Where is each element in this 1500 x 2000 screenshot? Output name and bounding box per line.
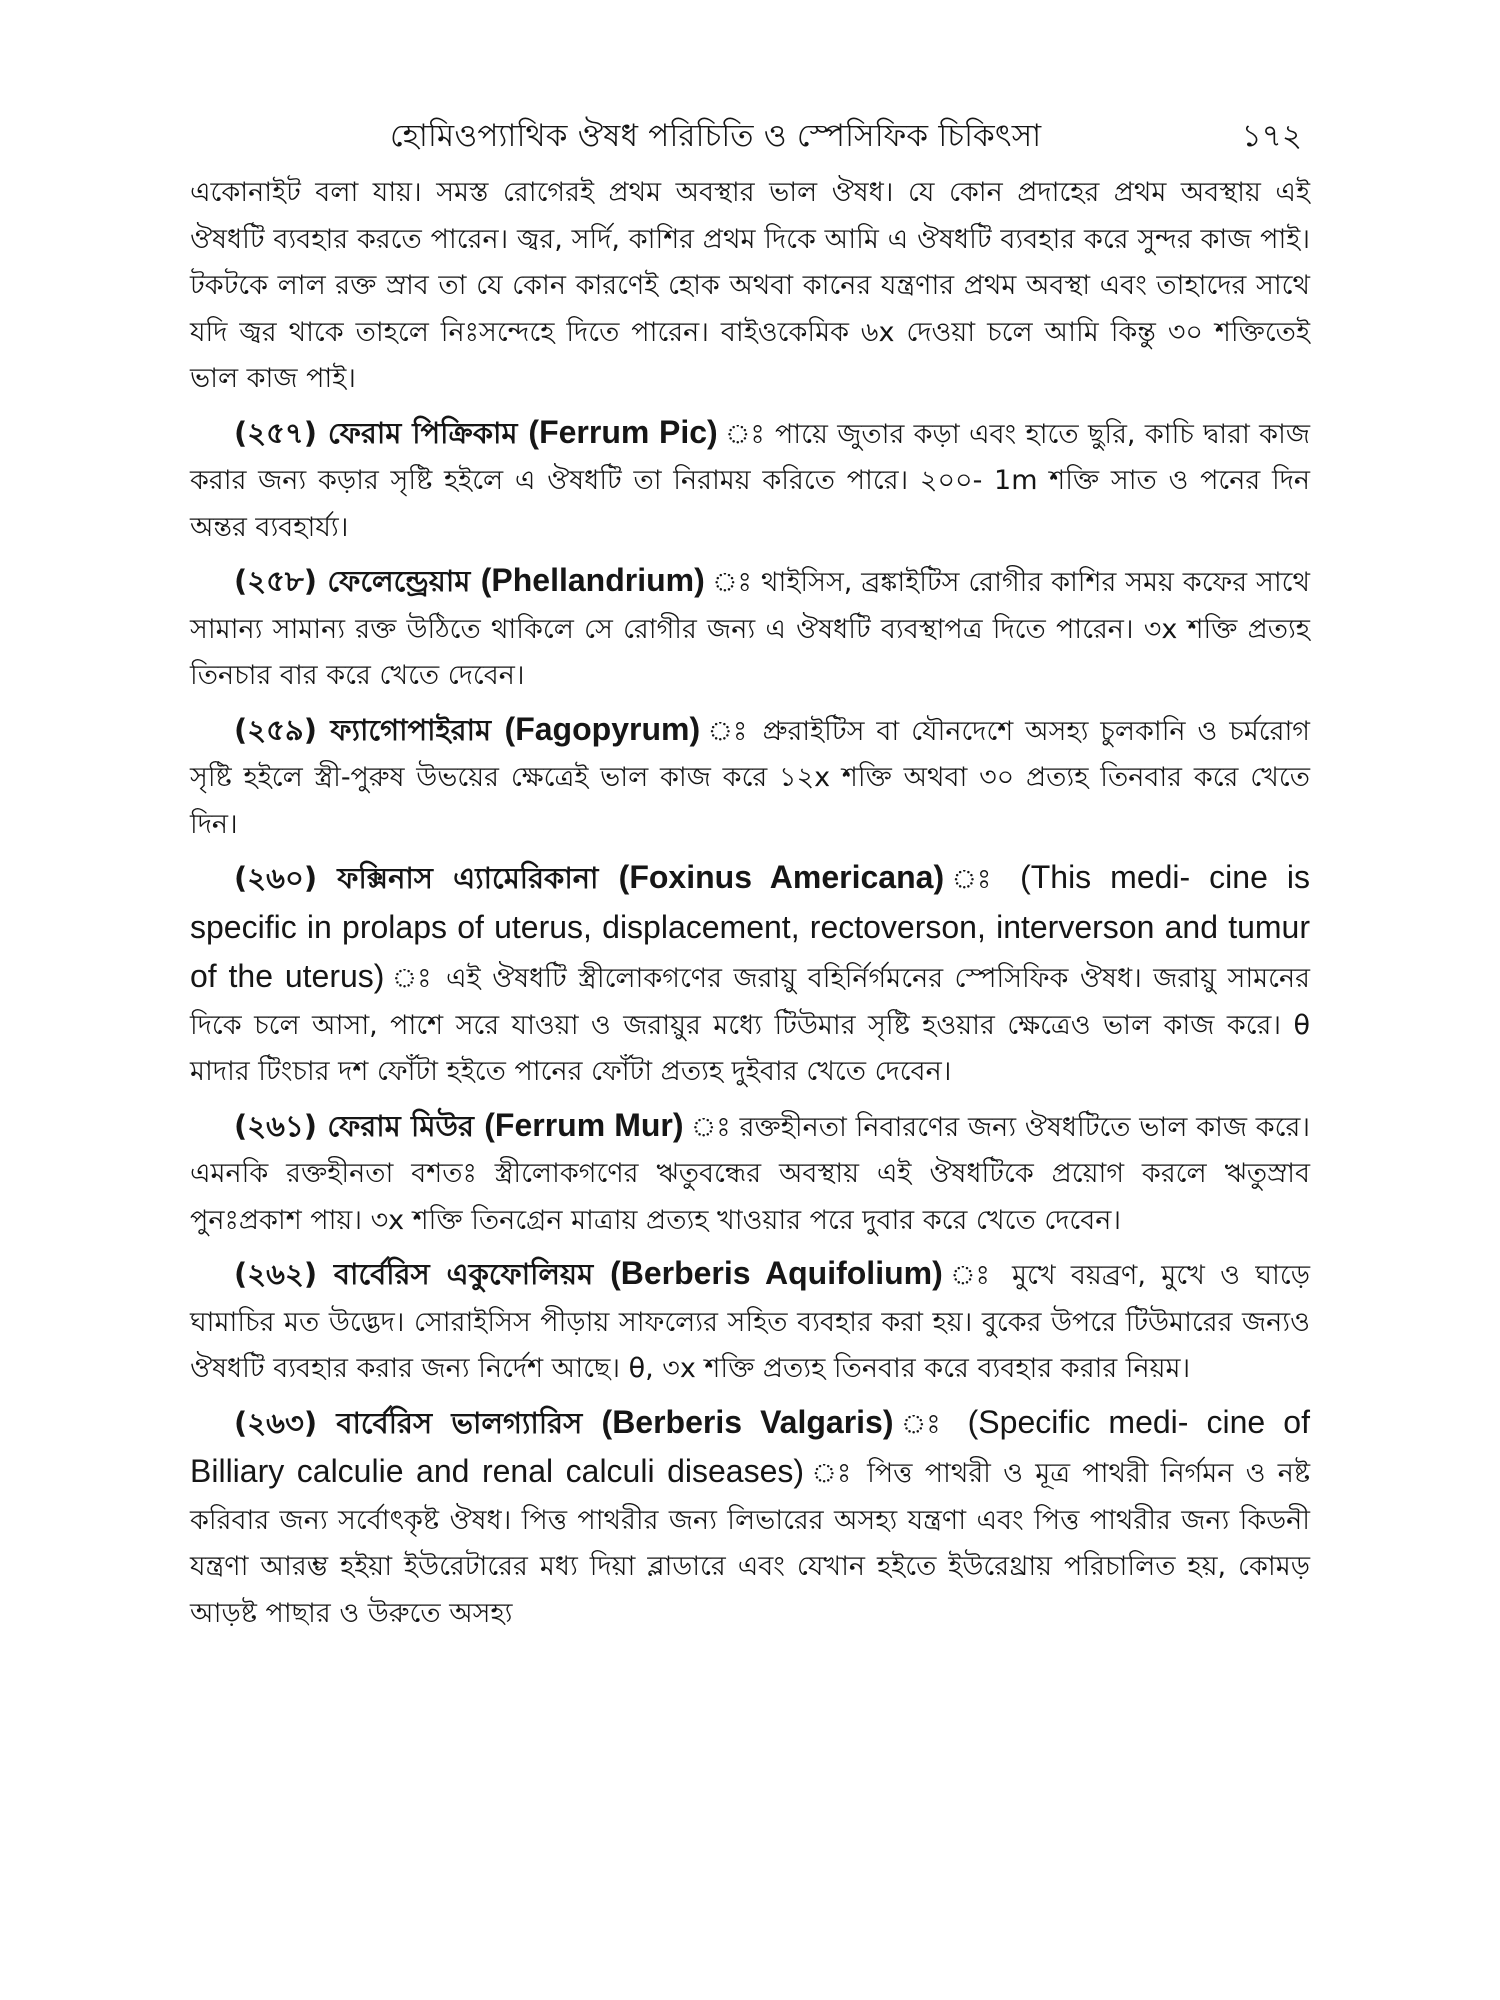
entry-head — [234, 564, 705, 598]
entry-head — [234, 710, 701, 747]
entry-name-bn: ফক্সিনাস এ্যামেরিকানা — [337, 861, 599, 895]
running-header — [190, 108, 1310, 154]
entry-name-bn: ফেরাম মিউর — [327, 1108, 474, 1143]
entry-body: পায়ে জুতার কড়া এবং হাতে ছুরি, কাচি দ্বারা কাজ করার জন্য কড়ার সৃষ্টি হইলে এ ঔষধটি তা নিরাময় করিতে পারে। ২০০- 1m শক্তি সাত ও পনের দিন অন্তর ব্যবহার্য্য। — [190, 418, 1310, 543]
entry-name-latin: (Phellandrium) — [480, 562, 705, 598]
entry-260 — [190, 854, 1310, 1096]
entry-name-latin: (Foxinus Americana) — [618, 859, 945, 895]
entry-number: (২৬২) — [234, 1257, 318, 1291]
entry-262 — [190, 1250, 1310, 1393]
entry-name-bn: ফ্যাগোপাইরাম — [330, 712, 492, 747]
entry-name-latin: (Fagopyrum) — [504, 710, 701, 747]
entry-name-bn: ফেলেন্ড্রেয়াম — [327, 564, 471, 598]
entry-258 — [190, 557, 1310, 700]
entry-name-latin: (Berberis Aquifolium) — [610, 1255, 943, 1291]
entry-head — [234, 1257, 943, 1291]
entry-body: ঃ এই ঔষধটি স্ত্রীলোকগণের জরায়ু বহির্নির্গমনের স্পেসিফিক ঔষধ। জরায়ু সামনের দিকে চলে আসা, পাশে সরে যাওয়া ও জরায়ুর মধ্যে টিউমার সৃষ্টি হওয়ার ক্ষেত্রেও ভাল কাজ করে। θ মাদার টিংচার দশ ফোঁটা হইতে পানের ফোঁটা প্রত্যহ দুইবার খেতে দেবেন। — [190, 963, 1310, 1087]
entry-number: (২৬৩) — [234, 1405, 318, 1440]
entry-257 — [190, 409, 1310, 552]
entry-name-bn: বার্বেরিস একুফোলিয়ম — [333, 1257, 594, 1291]
entry-259 — [190, 706, 1310, 849]
entry-name-bn: বার্বেরিস ভালগ্যারিস — [336, 1405, 583, 1440]
entry-name-latin: (Ferrum Pic) — [528, 413, 718, 450]
entry-number: (২৫৮) — [234, 564, 317, 598]
entry-261 — [190, 1102, 1310, 1245]
entry-263 — [190, 1399, 1310, 1638]
entry-body: রক্তহীনতা নিবারণের জন্য ঔষধটিতে ভাল কাজ করে। এমনকি রক্তহীনতা বশতঃ স্ত্রীলোকগণের ঋতুবন্ধের অবস্থায় এই ঔষধটিকে প্রয়োগ করলে ঋতুস্রাব পুনঃপ্রকাশ পায়। ৩x শক্তি তিনগ্রেন মাত্রায় প্রত্যহ খাওয়ার পরে দুবার করে খেতে দেবেন। — [190, 1111, 1310, 1236]
body-text — [190, 170, 1310, 1637]
entry-body: থাইসিস, ব্রঙ্কাইটিস রোগীর কাশির সময় কফের সাথে সামান্য সামান্য রক্ত উঠিতে থাকিলে সে রোগীর জন্য এ ঔষধটি ব্যবস্থাপত্র দিতে পারেন। ৩x শক্তি প্রত্যহ তিনচার বার করে খেতে দেবেন। — [190, 567, 1310, 691]
entry-body: প্রুরাইটিস বা যৌনদেশে অসহ্য চুলকানি ও চর্মরোগ সৃষ্টি হইলে স্ত্রী-পুরুষ উভয়ের ক্ষেত্রেই ভাল কাজ করে ১২x শক্তি অথবা ৩০ প্রত্যহ তিনবার করে খেতে দিন। — [190, 715, 1310, 840]
entry-name-bn: ফেরাম পিক্রিকাম — [327, 415, 518, 450]
entry-head — [234, 1106, 684, 1143]
entry-head — [234, 413, 718, 450]
book-page — [190, 108, 1310, 1643]
page-number: ১৭২ — [1241, 118, 1302, 154]
entry-number: (২৫৭) — [234, 415, 318, 450]
entry-number: (২৬১) — [234, 1108, 318, 1143]
entry-body-latin: (Specific medi- cine of Billiary calculie and renal calculi diseases) — [190, 1403, 1310, 1489]
entry-body-latin: (This medi- cine is specific in prolaps of uterus, displacement, rectoverson, interverson and tumur of the uterus) — [190, 859, 1310, 994]
entry-head — [234, 861, 944, 895]
entry-body: মুখে বয়ব্রণ, মুখে ও ঘাড়ে ঘামাচির মত উদ্ভেদ। সোরাইসিস পীড়ায় সাফল্যের সহিত ব্যবহার করা হয়। বুকের উপরে টিউমারের জন্যও ঔষধটি ব্যবহার করার জন্য নির্দেশ আছে। θ, ৩x শক্তি প্রত্যহ তিনবার করে ব্যবহার করার নিয়ম। — [190, 1260, 1310, 1384]
entry-name-latin: (Ferrum Mur) — [484, 1106, 684, 1143]
entry-body: ঃ পিত্ত পাথরী ও মূত্র পাথরী নির্গমন ও নষ্ট করিবার জন্য সর্বোৎকৃষ্ট ঔষধ। পিত্ত পাথরীর জন্য লিভারের অসহ্য যন্ত্রণা এবং পিত্ত পাথরীর জন্য কিডনী যন্ত্রণা আরম্ভ হইয়া ইউরেটারের মধ্য দিয়া ব্লাডারে এবং যেখান হইতে ইউরেথ্রায় পরিচালিত হয়, কোমড় আড়ষ্ট পাছার ও উরুতে অসহ্য — [190, 1458, 1311, 1629]
entry-number: (২৬০) — [234, 861, 318, 895]
entry-head — [234, 1403, 894, 1440]
entry-number: (২৫৯) — [234, 712, 317, 747]
running-title: হোমিওপ্যাথিক ঔষধ পরিচিতি ও স্পেসিফিক চিকিৎসা — [390, 118, 1042, 154]
entry-name-latin: (Berberis Valgaris) — [601, 1403, 894, 1440]
intro-paragraph: একোনাইট বলা যায়। সমস্ত রোগেরই প্রথম অবস্থার ভাল ঔষধ। যে কোন প্রদাহের প্রথম অবস্থায় এই ঔষধটি ব্যবহার করতে পারেন। জ্বর, সর্দি, কাশির প্রথম দিকে আমি এ ঔষধটি ব্যবহার করে সুন্দর কাজ পাই। টকটকে লাল রক্ত স্রাব তা যে কোন কারণেই হোক অথবা কানের যন্ত্রণার প্রথম অবস্থা এবং তাহাদের সাথে যদি জ্বর থাকে তাহলে নিঃসন্দেহে দিতে পারেন। বাইওকেমিক ৬x দেওয়া চলে আমি কিন্তু ৩০ শক্তিতেই ভাল কাজ পাই। — [190, 177, 1310, 394]
